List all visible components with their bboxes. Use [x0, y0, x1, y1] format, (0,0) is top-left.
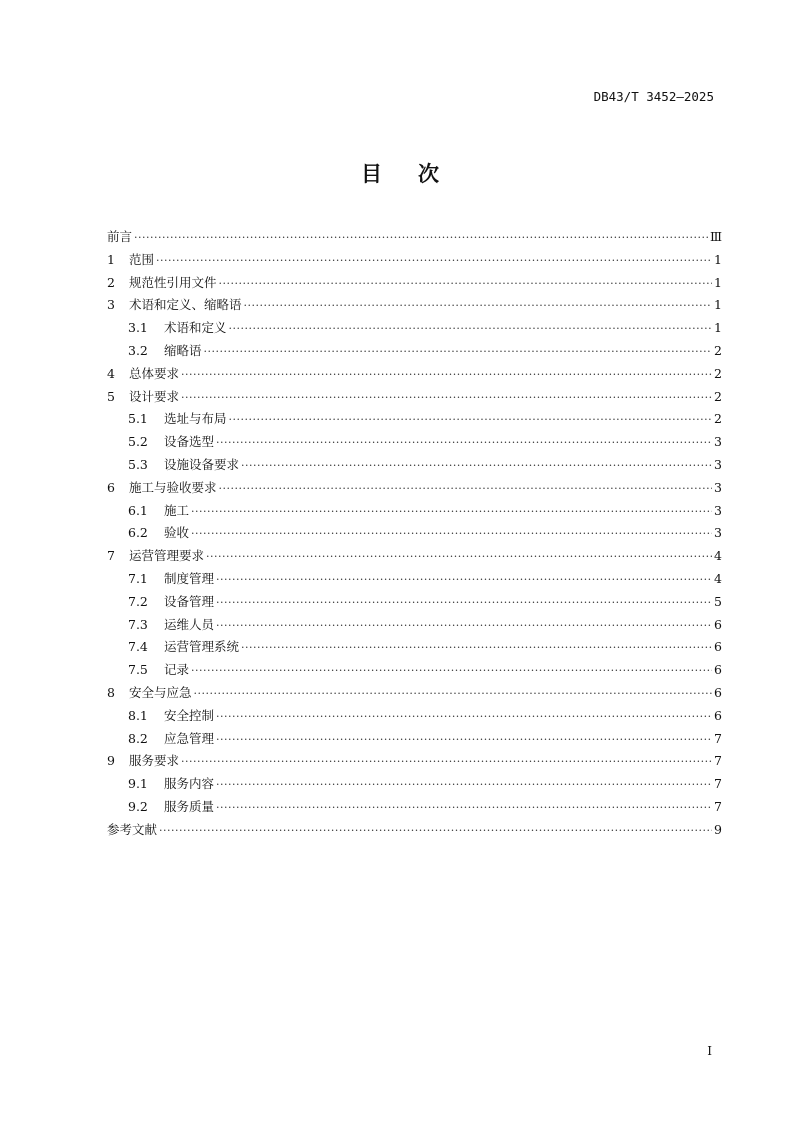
- dot-leader: [191, 660, 712, 683]
- toc-entry[interactable]: [107, 796, 722, 819]
- toc-entry-number: 7.5: [128, 662, 148, 678]
- toc-entry-label: 施工与验收要求: [129, 479, 217, 495]
- toc-entry[interactable]: [107, 636, 722, 659]
- toc-entry-page: 1: [714, 297, 722, 313]
- dot-leader: [204, 341, 712, 364]
- toc-entry-page: 4: [714, 548, 722, 564]
- dot-leader: [159, 820, 712, 843]
- dot-leader: [191, 501, 712, 524]
- toc-entry-page: 2: [714, 342, 722, 358]
- toc-entry-label: 规范性引用文件: [129, 274, 217, 290]
- toc-entry-page: 7: [714, 798, 722, 814]
- toc-entry-number: 3.2: [128, 342, 148, 358]
- toc-entry[interactable]: [107, 477, 722, 500]
- toc-entry-number: 7.1: [128, 570, 148, 586]
- toc-entry[interactable]: [107, 272, 722, 295]
- toc-entry-number: 2: [107, 274, 115, 290]
- dot-leader: [194, 683, 712, 706]
- toc-entry[interactable]: [107, 500, 722, 523]
- toc-entry-label: 记录: [164, 662, 190, 678]
- toc-entry-page: 3: [714, 434, 722, 450]
- dot-leader: [206, 546, 712, 569]
- toc-entry-label: 参考文献: [107, 821, 158, 837]
- document-number: DB43/T 3452—2025: [593, 89, 714, 104]
- toc-entry[interactable]: [107, 408, 722, 431]
- toc-entry[interactable]: [107, 614, 722, 637]
- dot-leader: [244, 295, 712, 318]
- toc-entry-page: 7: [714, 730, 722, 746]
- toc-entry-number: 5: [107, 388, 115, 404]
- toc-entry-number: 8: [107, 684, 115, 700]
- toc-entry-page: 6: [714, 662, 722, 678]
- toc-entry-label: 服务质量: [164, 798, 215, 814]
- toc-entry-page: 4: [714, 570, 722, 586]
- toc-entry-label: 运营管理系统: [164, 639, 240, 655]
- toc-entry-number: 7.4: [128, 639, 148, 655]
- toc-entry-page: 1: [714, 251, 722, 267]
- toc-entry-page: 6: [714, 707, 722, 723]
- toc-entry-number: 3: [107, 297, 115, 313]
- dot-leader: [181, 387, 712, 410]
- toc-entry[interactable]: [107, 386, 722, 409]
- toc-entry-page: 2: [714, 365, 722, 381]
- toc-entry[interactable]: [107, 682, 722, 705]
- toc-entry[interactable]: [107, 773, 722, 796]
- toc-entry-label: 设备选型: [164, 434, 215, 450]
- toc-entry-page: 3: [714, 456, 722, 472]
- toc-entry-number: 8.2: [128, 730, 148, 746]
- toc-entry-number: 6.1: [128, 502, 148, 518]
- toc-entry[interactable]: [107, 728, 722, 751]
- dot-leader: [216, 432, 712, 455]
- toc-entry[interactable]: [107, 294, 722, 317]
- toc-entry-page: 2: [714, 411, 722, 427]
- toc-entry[interactable]: [107, 454, 722, 477]
- toc-entry-label: 缩略语: [164, 342, 202, 358]
- dot-leader: [216, 592, 712, 615]
- toc-entry[interactable]: [107, 568, 722, 591]
- dot-leader: [241, 455, 712, 478]
- toc-entry-label: 设备管理: [164, 593, 215, 609]
- toc-entry-number: 9.1: [128, 776, 148, 792]
- toc-entry[interactable]: [107, 750, 722, 773]
- toc-entry[interactable]: [107, 591, 722, 614]
- dot-leader: [156, 250, 712, 273]
- toc-entry[interactable]: [107, 340, 722, 363]
- dot-leader: [216, 615, 712, 638]
- dot-leader: [216, 569, 712, 592]
- toc-entry-page: 6: [714, 616, 722, 632]
- toc-entry-number: 6.2: [128, 525, 148, 541]
- toc-entry-number: 5.1: [128, 411, 148, 427]
- toc-entry-page: 7: [714, 776, 722, 792]
- toc-entry-label: 应急管理: [164, 730, 215, 746]
- toc-entry-label: 安全控制: [164, 707, 215, 723]
- toc-entry-label: 前言: [107, 229, 133, 244]
- toc-entry-label: 术语和定义: [164, 320, 227, 336]
- toc-entry-label: 服务内容: [164, 776, 215, 792]
- toc-entry-number: 7.2: [128, 593, 148, 609]
- toc-entry-label: 设计要求: [129, 388, 180, 404]
- toc-entry-page: Ⅲ: [709, 229, 722, 244]
- page-title: 目次: [361, 161, 475, 186]
- page-number: I: [707, 1044, 712, 1058]
- toc-entry-page: 6: [714, 684, 722, 700]
- toc-entry[interactable]: [107, 317, 722, 340]
- toc-entry[interactable]: [107, 431, 722, 454]
- toc-entry-number: 5.3: [128, 456, 148, 472]
- toc-entry-number: 4: [107, 365, 115, 381]
- toc-entry-number: 8.1: [128, 707, 148, 723]
- toc-entry-page: 9: [714, 821, 722, 837]
- toc-entry-number: 6: [107, 479, 115, 495]
- toc-entry-number: 9.2: [128, 798, 148, 814]
- toc-entry-page: 7: [714, 753, 722, 769]
- toc-entry-label: 施工: [164, 502, 190, 518]
- dot-leader: [219, 273, 712, 296]
- toc-entry-number: 5.2: [128, 434, 148, 450]
- toc-entry-label: 术语和定义、缩略语: [129, 297, 242, 313]
- toc-entry[interactable]: [107, 545, 722, 568]
- toc-entry-label: 运维人员: [164, 616, 215, 632]
- toc-entry-page: 6: [714, 639, 722, 655]
- toc-entry-number: 7.3: [128, 616, 148, 632]
- dot-leader: [229, 409, 712, 432]
- dot-leader: [134, 227, 708, 250]
- toc-entry-page: 3: [714, 479, 722, 495]
- toc-entry-number: 3.1: [128, 320, 148, 336]
- dot-leader: [216, 706, 712, 729]
- toc-entry-page: 1: [714, 274, 722, 290]
- toc-entry-page: 5: [714, 593, 722, 609]
- dot-leader: [181, 364, 712, 387]
- toc-entry-label: 安全与应急: [129, 684, 192, 700]
- dot-leader: [181, 751, 712, 774]
- table-of-contents: [107, 226, 722, 842]
- dot-leader: [216, 774, 712, 797]
- toc-entry-page: 3: [714, 525, 722, 541]
- toc-entry[interactable]: [107, 819, 722, 842]
- toc-entry-label: 总体要求: [129, 365, 180, 381]
- dot-leader: [216, 729, 712, 752]
- toc-entry[interactable]: [107, 705, 722, 728]
- toc-entry-label: 选址与布局: [164, 411, 227, 427]
- dot-leader: [229, 318, 712, 341]
- toc-entry-label: 运营管理要求: [129, 548, 205, 564]
- toc-entry[interactable]: [107, 363, 722, 386]
- toc-entry-page: 3: [714, 502, 722, 518]
- toc-entry-label: 范围: [129, 251, 155, 267]
- toc-entry[interactable]: [107, 249, 722, 272]
- toc-entry[interactable]: [107, 659, 722, 682]
- toc-entry-label: 服务要求: [129, 753, 180, 769]
- toc-entry[interactable]: [107, 226, 722, 249]
- dot-leader: [241, 637, 712, 660]
- toc-entry-label: 验收: [164, 525, 190, 541]
- dot-leader: [191, 523, 712, 546]
- dot-leader: [219, 478, 712, 501]
- toc-entry-page: 2: [714, 388, 722, 404]
- toc-entry-number: 1: [107, 251, 115, 267]
- toc-entry-number: 7: [107, 548, 115, 564]
- toc-entry-label: 制度管理: [164, 570, 215, 586]
- toc-entry-page: 1: [714, 320, 722, 336]
- dot-leader: [216, 797, 712, 820]
- toc-entry-number: 9: [107, 753, 115, 769]
- toc-entry-label: 设施设备要求: [164, 456, 240, 472]
- toc-entry[interactable]: [107, 522, 722, 545]
